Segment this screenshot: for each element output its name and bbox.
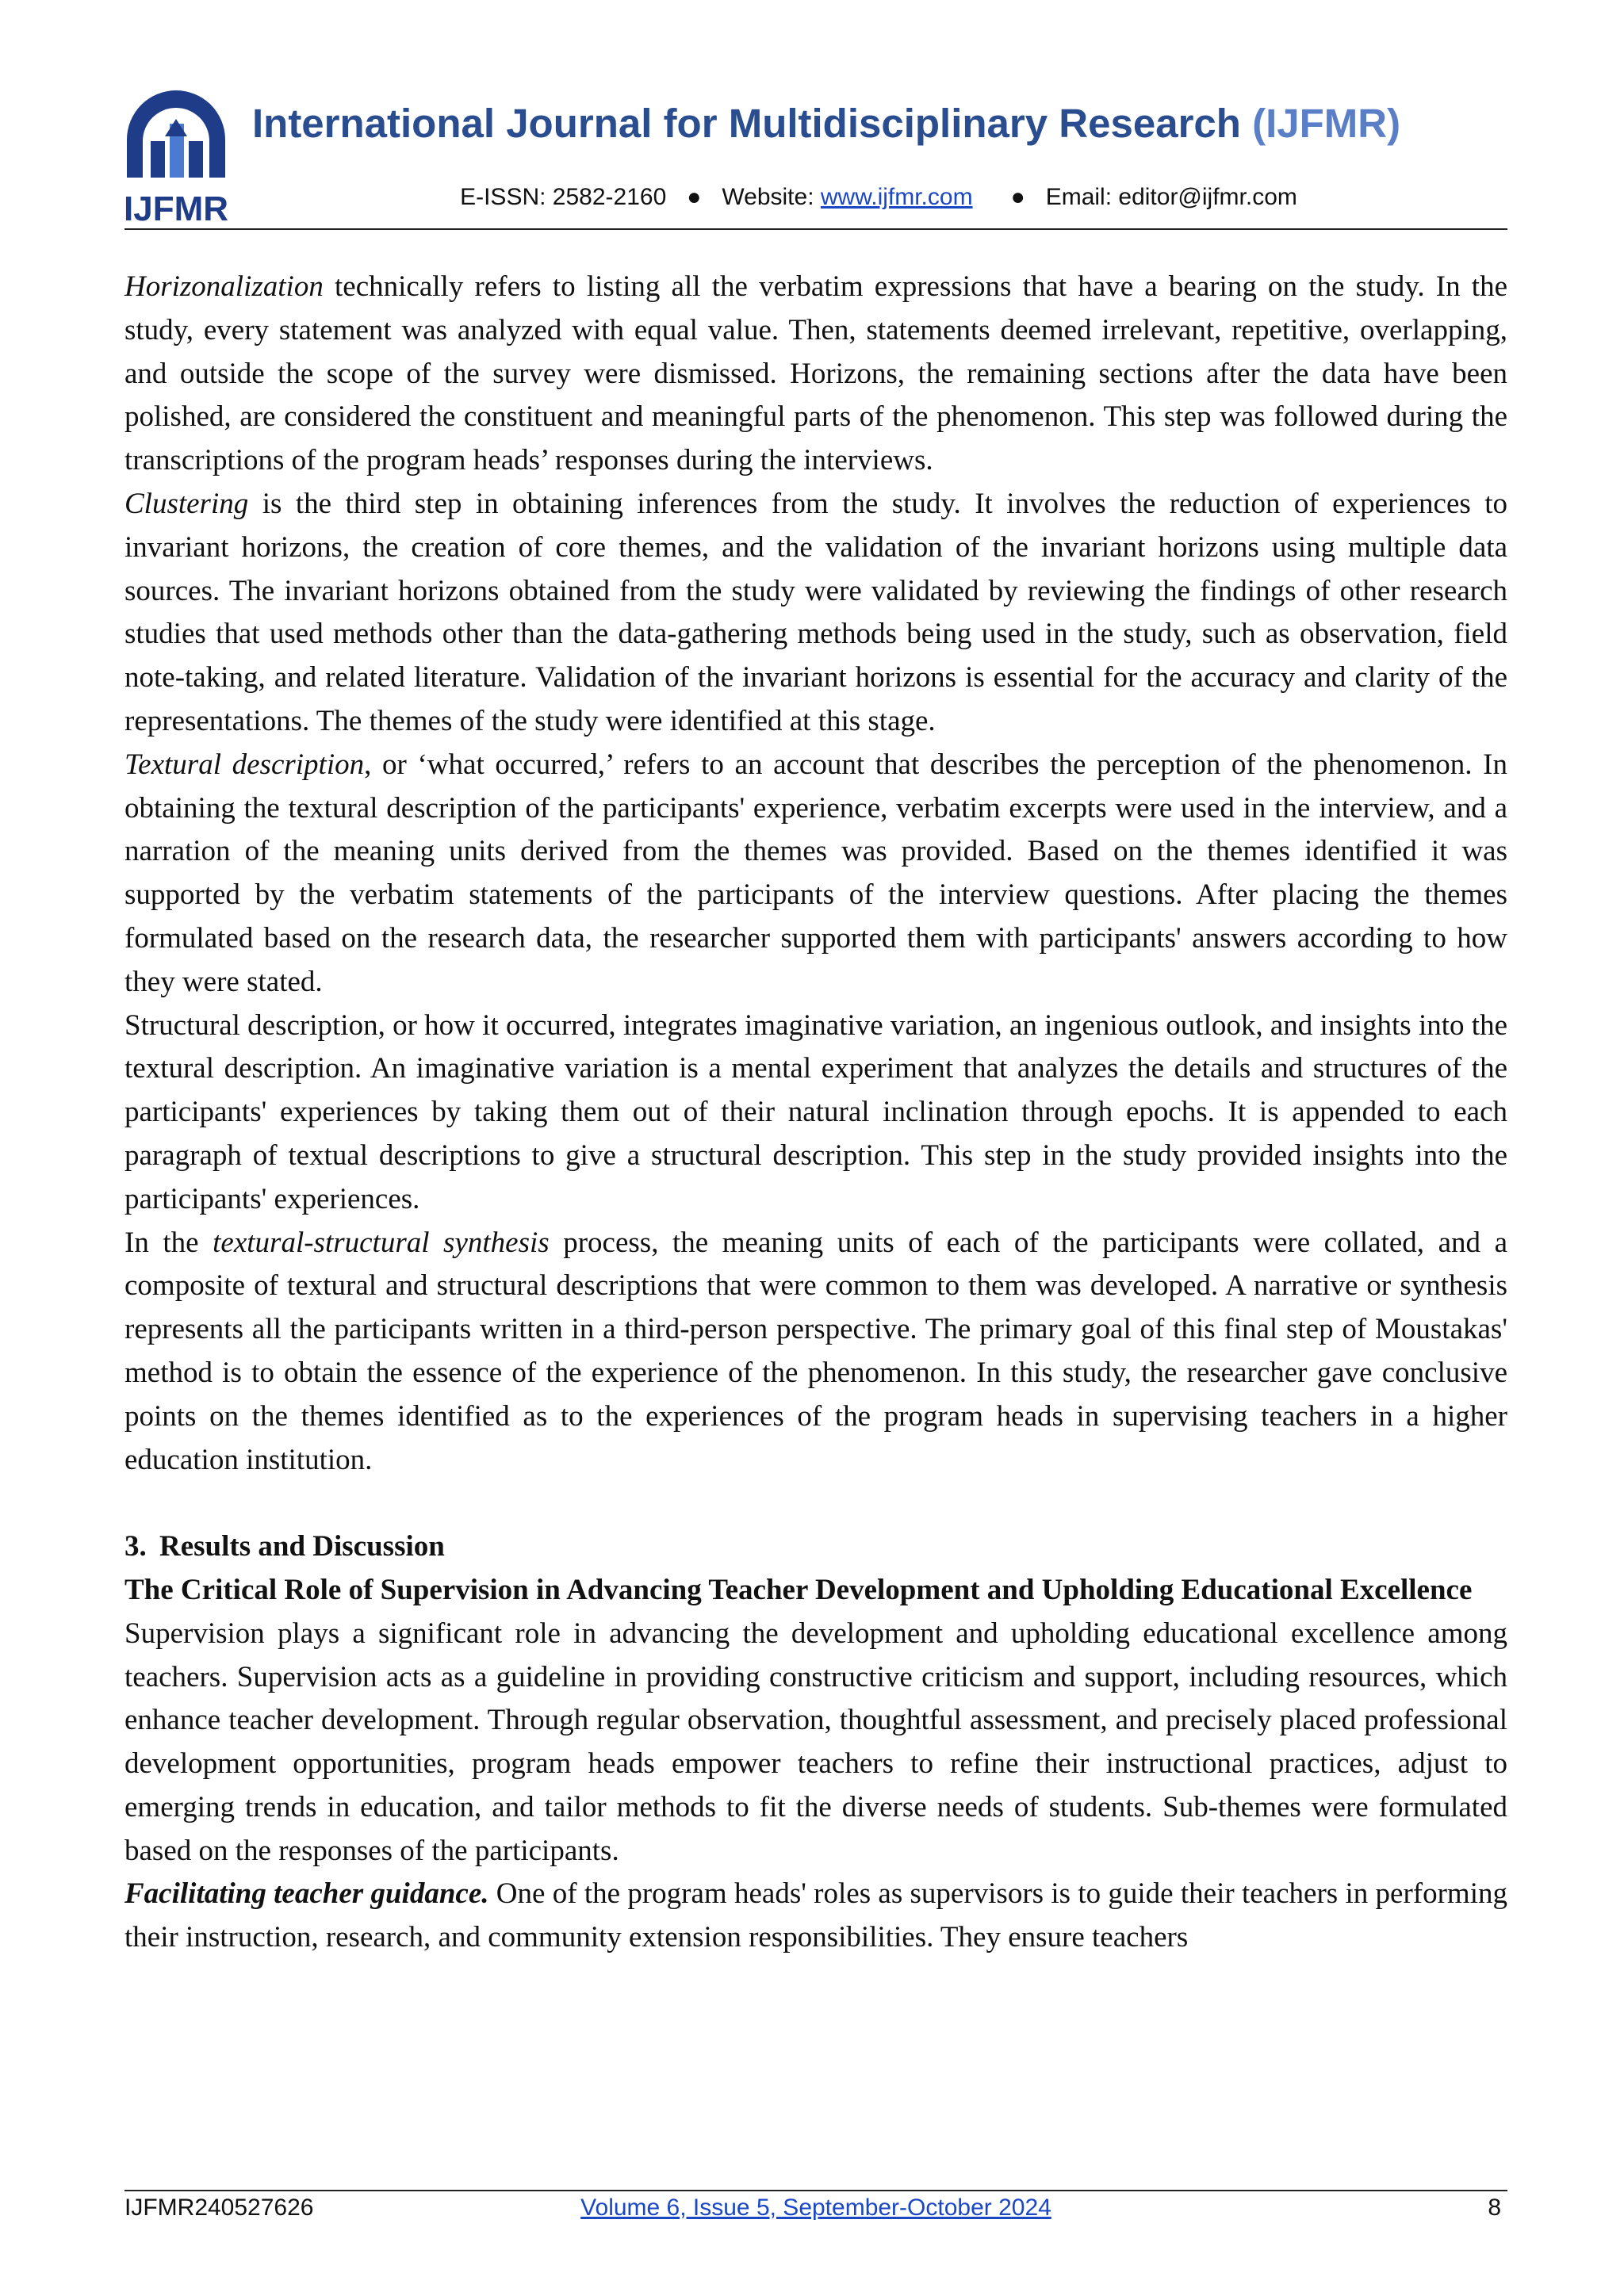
page-number: 8 [1488,2195,1501,2221]
email: Email: editor@ijfmr.com [1045,184,1297,210]
bullet-separator: ● [1010,184,1025,210]
journal-contact-line [252,184,1505,211]
header-divider [124,228,1507,230]
spacer [124,1482,1507,1525]
paragraph-structural-description: Structural description, or how it occurred, integrates imaginative variation, an ingenious outlook, and insights into the textural description. An imaginative variation is a mental experiment that analyzes the details and structures of the participants' experiences by taking them out of their natural inclination through epochs. It is appended to each paragraph of textual descriptions to give a structural description. This step in the study provided insights into the participants' experiences. [124,1008,1507,1215]
paragraph-horizonalization: Horizonalization technically refers to listing all the verbatim expressions that have a bearing on the study. In the study, every statement was analyzed with equal value. Then, statements deemed irrelevant, repetitive, overlapping, and outside the scope of the survey were dismissed. Horizons, the remaining sections after the data have been polished, are considered the constituent and meaningful parts of the phenomenon. This step was followed during the transcriptions of the program heads’ responses during the interviews. [124,270,1507,477]
paragraph-textural-description: Textural description, or ‘what occurred,’ refers to an account that describes the perception of the phenomenon. In obtaining the textural description of the participants' experience, verbatim excerpts were used in the interview, and a narration of the meaning units derived from the themes was provided. Based on the themes identified it was supported by the verbatim statements of the participants of the interview questions. After placing the themes formulated based on the research data, the researcher supported them with participants' answers according to how they were stated. [124,748,1508,998]
volume-issue-link[interactable]: Volume 6, Issue 5, September-October 2024 [580,2195,1051,2221]
issn: E-ISSN: 2582-2160 [460,184,667,210]
subheading: The Critical Role of Supervision in Advancing Teacher Development and Upholding Educational Excellence [124,1573,1473,1606]
section-number: 3. [124,1530,147,1563]
website-label: Website: [722,184,814,210]
website-link[interactable]: www.ijfmr.com [820,184,973,210]
paragraph-clustering: Clustering is the third step in obtaining inferences from the study. It involves the reduction of experiences to invariant horizons, the creation of core themes, and the validation of the invariant horizons using multiple data sources. The invariant horizons obtained from the study were validated by reviewing the findings of other research studies that used methods other than the data-gathering methods being used in the study, such as observation, field note-taking, and related literature. Validation of the invariant horizons is essential for the accuracy and clarity of the representations. The themes of the study were identified at this stage. [124,487,1507,737]
term: Textural description [124,748,365,781]
term: Horizonalization [124,270,324,303]
term: textural-structural synthesis [213,1226,550,1259]
svg-text:IJFMR: IJFMR [124,189,228,225]
journal-abbr: (IJFMR) [1252,101,1401,146]
journal-title [252,100,1521,147]
body-text [124,266,1507,1960]
section-heading [124,1525,1507,1569]
section-title: Results and Discussion [159,1530,445,1563]
term: Clustering [124,487,249,520]
term: Facilitating teacher guidance. [124,1877,489,1911]
footer-divider [124,2190,1507,2191]
ijfmr-logo [121,89,232,225]
bullet-separator: ● [687,184,702,210]
journal-name: International Journal for Multidisciplinary Research [252,101,1241,146]
page-footer [124,2195,1507,2229]
paper-id: IJFMR240527626 [124,2195,314,2221]
paragraph-supervision-role: Supervision plays a significant role in advancing the development and upholding educational excellence among teachers. Supervision acts as a guideline in providing constructive criticism and support, including resources, which enhance teacher development. Through regular observation, thoughtful assessment, and precisely placed professional development opportunities, program heads empower teachers to refine their instructional practices, adjust to emerging trends in education, and tailor methods to fit the diverse needs of students. Sub-themes were formulated based on the responses of the participants. [124,1617,1507,1867]
paragraph-teacher-guidance: Facilitating teacher guidance. One of the program heads' roles as supervisors is to guide their teachers in performing their instruction, research, and community extension responsibilities. They ensure teachers [124,1877,1507,1954]
paragraph-synthesis: In the textural-structural synthesis process, the meaning units of each of the participants were collated, and a composite of textural and structural descriptions that were common to them was developed. A narrative or synthesis represents all the participants written in a third-person perspective. The primary goal of this final step of Moustakas' method is to obtain the essence of the experience of the phenomenon. In this study, the researcher gave conclusive points on the themes identified as to the experiences of the program heads in supervising teachers in a higher education institution. [124,1226,1507,1476]
